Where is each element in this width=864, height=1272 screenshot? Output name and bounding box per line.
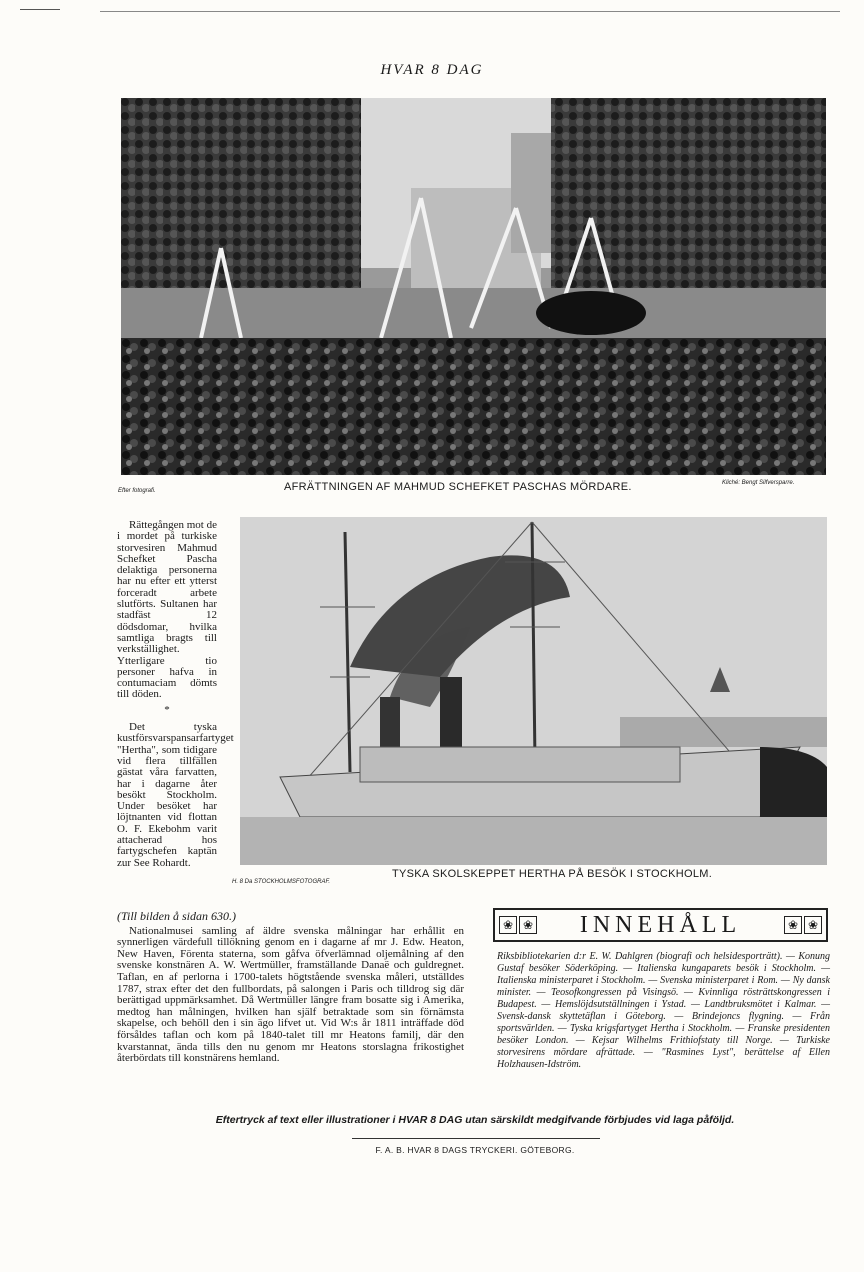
news-paragraph: Rättegången mot de i mordet på turkiske storvesiren Mahmud Schefket Pascha delaktiga personerna har nu efter ett ytterst forceradt arbete slutförts. Sultanen har stadfäst 12 dödsdomar, hvilka samtliga bragts till verkställighet. Ytterligare tio personer hafva in contumaciam dömts till döden. [117,519,217,701]
news-paragraph: Det tyska kustförsvarspansarfartyget "Hertha", som tidigare vid flera tillfällen gästat våra farvatten, har i dagarne åter besökt Stockholm. Under besöket har löjtnanten vid flottan O. F. Ekebohm varit attacherad hos fartygschefen kaptän zur See Rohardt. [117,721,234,869]
top-rule-right [100,11,840,12]
contents-title: INNEHÅLL [579,911,742,938]
separator-star: * [164,703,170,716]
ornament-icon: ❀ [804,916,822,934]
ornament-left [499,916,537,934]
printer-line: F. A. B. HVAR 8 DAGS TRYCKERI. GÖTEBORG. [375,1145,575,1155]
article-body: Nationalmusei samling af äldre svenska målningar har erhållit en synnerligen värdefull tillökning genom en i dagarne af mr J. Edw. Heaton, New Haven, Förenta staterna, som gåfva öfverlämnad oljemålning af den svenske konstnären A. W. Wertmüller, framställande Danaë och guldregnet. Taflan, en af perlorna i 1700-talets högtstående svenska måleri, utställdes 1787, strax efter det den fullbordats, på salongen i Paris och tilldrog sig där berättigad uppmärksamhet. Då Wertmüller längre fram bosatte sig i Amerika, medtog han målningen, hvilken han själf betraktade som sin förnämsta skapelse, och behöll den i sin ägo lifvet ut. Vid W:s år 1811 inträffade död försåldes taflan och kom på 1840-talet till mr Heatons familj, där den kvarstannat, ända tills den nu genom mr Heatons storslagna frikostighet återbördats till konstnärens hemland. [117,924,464,1065]
ornament-icon: ❀ [499,916,517,934]
ship-photo [240,517,827,865]
photo-credit-right: Kliché: Bengt Silfversparre. [722,480,795,486]
reprint-notice: Eftertryck af text eller illustrationer i HVAR 8 DAG utan särskildt medgifvande förbjudes vid laga påföljd. [215,1114,735,1126]
photo-credit-left: Efter fotografi. [118,488,156,494]
ornament-icon: ❀ [784,916,802,934]
contents-header [493,908,828,942]
contents-list: Riksbibliotekarien d:r E. W. Dahlgren (biografi och helsidesporträtt). — Konung Gustaf besöker Söderköping. — Italienska kungaparets besök i Stockholm. — Italienska ministerparet i Stockholm. — Svenska ministerparet i Rom. — Ny dansk minister. — Teosofkongressen på Visingsö. — Kvinnliga rösträttskongressen i Budapest. — Hemslöjdsutställningen i Ystad. — Landtbruksmötet i Kalmar. — Svensk-dansk skyttetäflan i Göteborg. — Brindejoncs flygning. — Från sportsvärlden. — Tyska krigsfartyget Hertha i Stockholm. — Franske presidenten besöker London. — Kejsar Wilhelms Frithiofstaty till Norge. — Turkiske storvesirens mördare afrättade. — "Rasmines Lyst", berättelse af Ellen Holzhausen-Idström. [497,951,830,1070]
photo-caption: TYSKA SKOLSKEPPET HERTHA PÅ BESÖK I STOCKHOLM. [392,868,713,880]
photo-credit-left: H. 8 Da STOCKHOLMSFOTOGRAF. [232,879,331,885]
top-rule-left [20,9,60,10]
article [117,911,464,1065]
divider [352,1138,600,1139]
execution-photo [121,98,826,475]
photo-caption: AFRÄTTNINGEN AF MAHMUD SCHEFKET PASCHAS MÖRDARE. [284,481,632,493]
ornament-icon: ❀ [519,916,537,934]
page-title: HVAR 8 DAG [380,62,484,78]
ornament-right [784,916,822,934]
article-reference: (Till bilden å sidan 630.) [117,909,237,923]
news-column [117,519,234,869]
